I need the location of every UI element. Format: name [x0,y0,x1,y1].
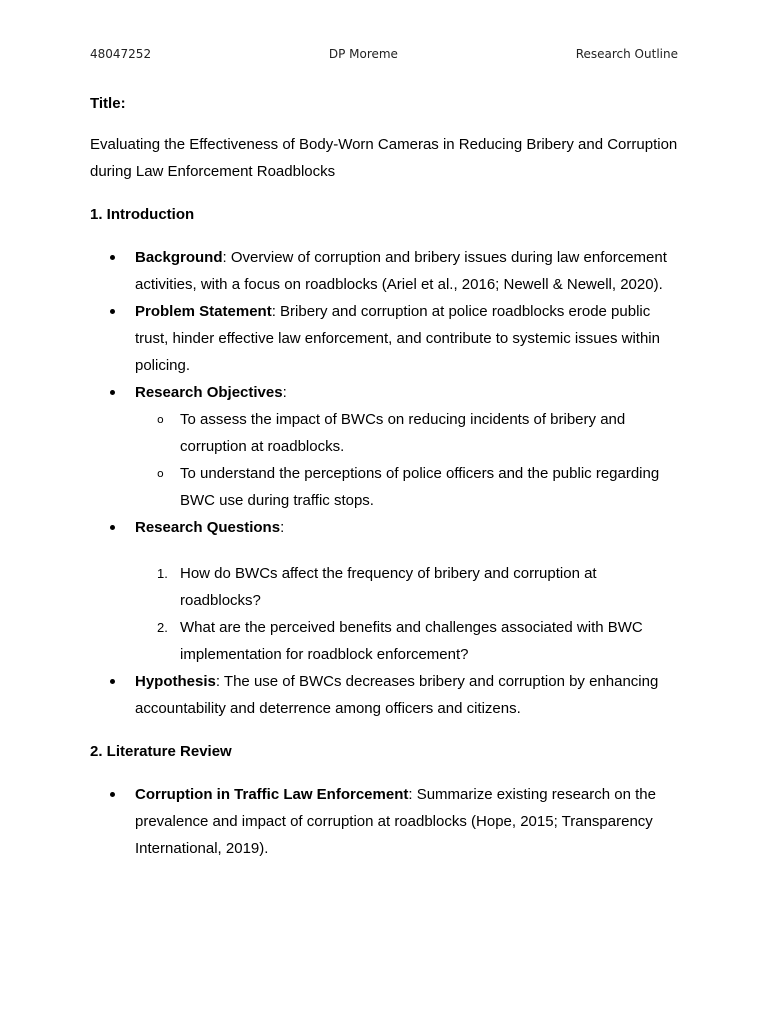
list-item-hypothesis [90,668,680,722]
bullet-icon [110,679,115,684]
term-corruption-traffic: Corruption in Traffic Law Enforcement [135,786,409,803]
circle-bullet-icon: o [157,413,164,426]
bullet-icon [110,792,115,797]
header-student-number: 48047252 [90,47,152,61]
section-heading-introduction: 1. Introduction [90,206,195,223]
list-item-problem-statement [90,298,680,379]
literature-review-list [90,781,680,862]
section-heading-literature-review: 2. Literature Review [90,743,232,760]
question-text: How do BWCs affect the frequency of bribery and corruption at roadblocks? [180,565,597,609]
list-item-research-questions [90,514,680,668]
list-item-corruption-traffic [90,781,680,862]
title-text: Evaluating the Effectiveness of Body-Worn Cameras in Reducing Bribery and Corruption during Law Enforcement Roadblocks [90,136,678,180]
questions-sublist [135,560,680,668]
objective-text: To assess the impact of BWCs on reducing incidents of bribery and corruption at roadblocks. [180,411,626,455]
header-doc-type: Research Outline [575,47,678,61]
question-number: 2. [157,620,168,635]
objective-item [135,460,680,514]
introduction-list [90,244,680,722]
term-research-objectives: Research Objectives [135,384,283,401]
objective-text: To understand the perceptions of police officers and the public regarding BWC use during traffic stops. [180,465,660,509]
objective-item [135,406,680,460]
term-background: Background [135,249,223,266]
document-body [90,90,680,862]
term-hypothesis: Hypothesis [135,673,216,690]
term-research-questions: Research Questions [135,519,281,536]
question-item [135,560,680,614]
text-hypothesis: : The use of BWCs decreases bribery and corruption by enhancing accountability and deterrence among officers and citizens. [135,673,659,717]
text-research-objectives: : [282,384,287,401]
header-author: DP Moreme [328,47,398,61]
text-research-questions: : [280,519,285,536]
term-problem-statement: Problem Statement [135,303,272,320]
page-header [90,47,678,61]
bullet-icon [110,525,115,530]
question-item [135,614,680,668]
bullet-icon [110,309,115,314]
bullet-icon [110,390,115,395]
circle-bullet-icon: o [157,467,164,480]
text-background: : Overview of corruption and bribery issues during law enforcement activities, with a focus on roadblocks (Ariel et al., 2016; Newell & Newell, 2020). [135,249,667,293]
objectives-sublist [135,406,680,514]
list-item-background [90,244,680,298]
text-corruption-traffic: : Summarize existing research on the prevalence and impact of corruption at roadblocks (Hope, 2015; Transparency International, 2019). [135,786,656,857]
text-problem-statement: : Bribery and corruption at police roadblocks erode public trust, hinder effective law enforcement, and contribute to systemic issues within policing. [135,303,660,374]
question-number: 1. [157,566,168,581]
list-item-research-objectives [90,379,680,514]
bullet-icon [110,255,115,260]
title-label: Title: [90,95,126,112]
question-text: What are the perceived benefits and challenges associated with BWC implementation for roadblock enforcement? [180,619,643,663]
